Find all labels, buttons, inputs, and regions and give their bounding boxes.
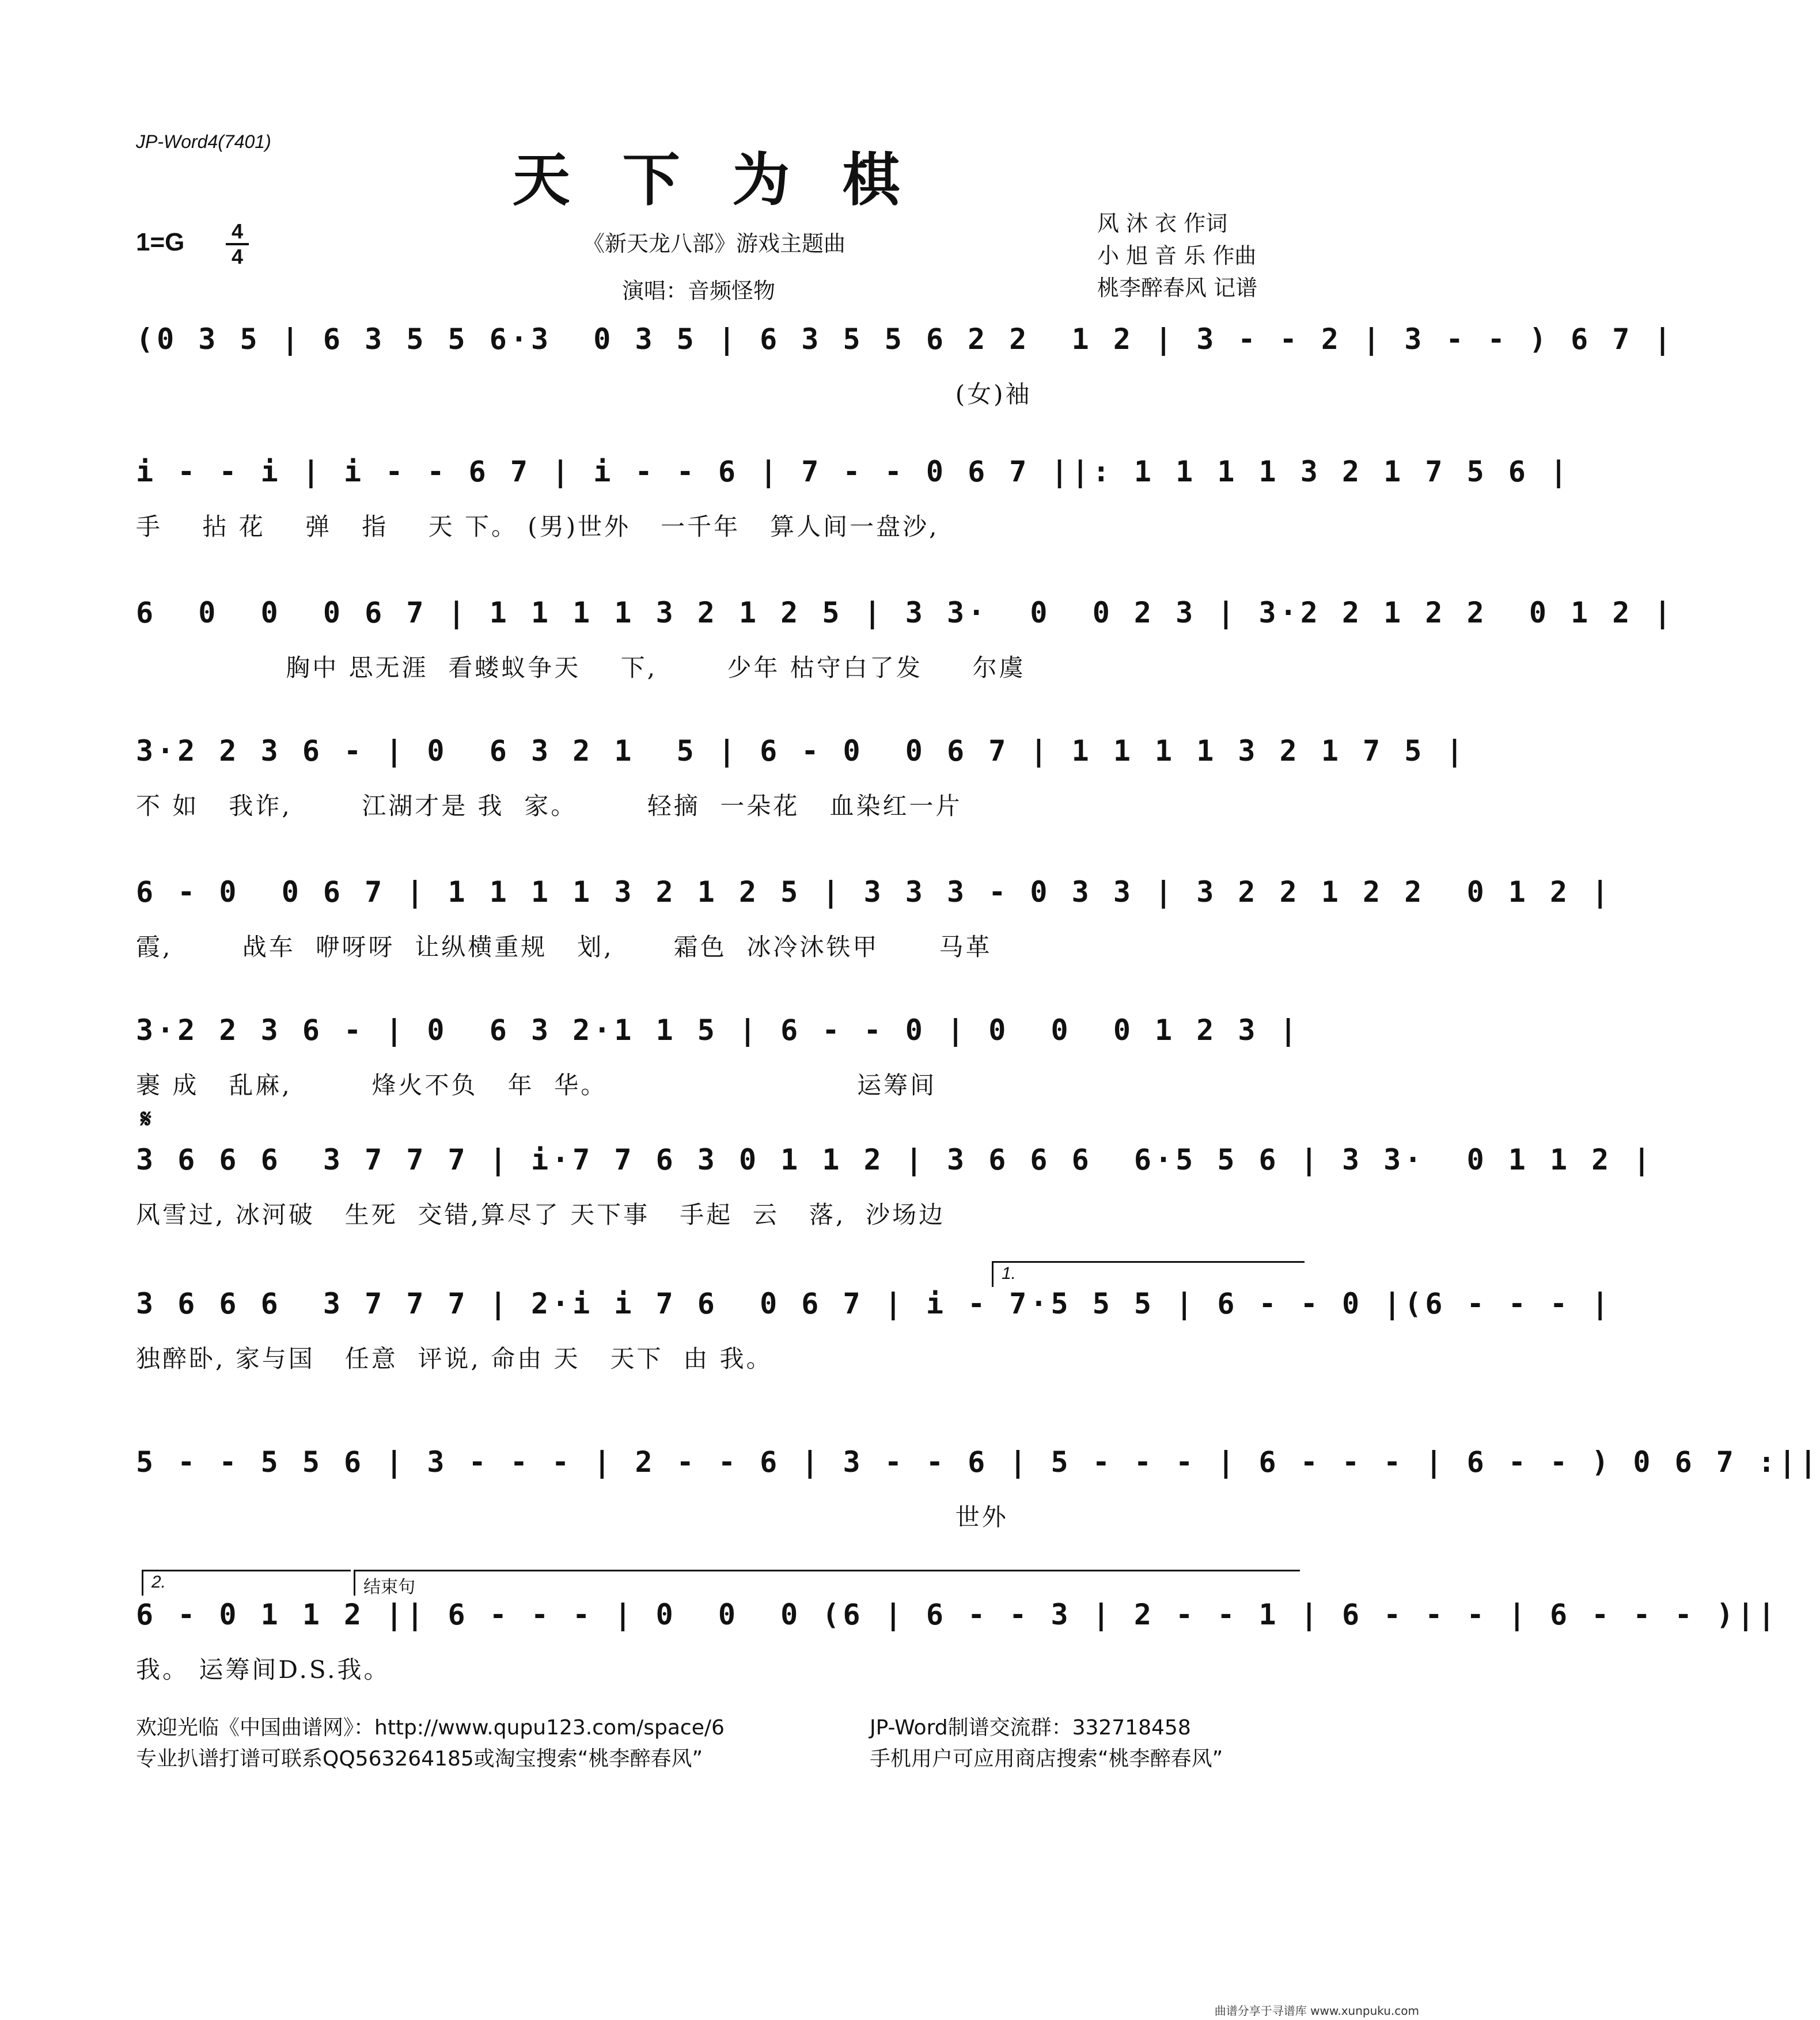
- lyrics-row: (女)袖: [136, 380, 1032, 408]
- footer-mobile: 手机用户可应用商店搜索“桃李醉春风”: [870, 1747, 1223, 1771]
- composer-credit: 小 旭 音 乐 作曲: [1097, 243, 1257, 268]
- lyrics-row: 世外: [136, 1503, 1008, 1531]
- ending-phrase-bracket: [354, 1570, 1300, 1596]
- notation-row: 6 0 0 0 6 7 | 1 1 1 1 3 2 1 2 5 | 3 3· 0 0 2 3 | 3·2 2 1 2 2 0 1 2 |: [136, 596, 1675, 629]
- footer-right: [870, 1713, 1223, 1775]
- singer-credit: 演唱：音频怪物: [622, 278, 776, 303]
- time-signature-top: 4: [231, 219, 244, 243]
- lyrics-row: 风雪过, 冰河破 生死 交错,算尽了 天下事 手起 云 落, 沙场边: [136, 1201, 946, 1229]
- lyrics-row: 手 拈 花 弹 指 天 下。 (男)世外 一千年 算人间一盘沙,: [136, 512, 939, 541]
- notation-row: 3·2 2 3 6 - | 0 6 3 2·1 1 5 | 6 - - 0 | 0 0 0 1 2 3 |: [136, 1013, 1300, 1047]
- notation-row: i - - i | i - - 6 7 | i - - 6 | 7 - - 0 6 7 ||: 1 1 1 1 3 2 1 7 5 6 |: [136, 455, 1571, 488]
- credits: [1097, 207, 1257, 304]
- software-label: JP-Word4(7401): [136, 131, 271, 152]
- footer-contact: 专业扒谱打谱可联系QQ563264185或淘宝搜索“桃李醉春风”: [136, 1747, 703, 1771]
- first-ending-bracket: [992, 1261, 1305, 1287]
- segno-sign: 𝄋: [141, 1104, 151, 1134]
- lyrics-row: 不 如 我诈, 江湖才是 我 家。 轻摘 一朵花 血染红一片: [136, 792, 962, 820]
- first-ending-label: 1.: [1002, 1264, 1017, 1283]
- notation-row: 5 - - 5 5 6 | 3 - - - | 2 - - 6 | 3 - - 6 | 5 - - - | 6 - - - | 6 - - ) 0 6 7 :||: [136, 1445, 1820, 1479]
- lyrics-row: 霞, 战车 咿呀呀 让纵横重规 划, 霜色 冰冷沐铁甲 马革: [136, 933, 992, 961]
- key-signature: 1=G: [136, 228, 185, 256]
- second-ending-label: 2.: [151, 1573, 166, 1592]
- footer-left: [136, 1713, 725, 1775]
- transcriber-credit: 桃李醉春风 记谱: [1097, 275, 1258, 301]
- notation-row: 3 6 6 6 3 7 7 7 | i·7 7 6 3 0 1 1 2 | 3 6 6 6 6·5 5 6 | 3 3· 0 1 1 2 |: [136, 1143, 1654, 1176]
- notation-row: 3 6 6 6 3 7 7 7 | 2·i i 7 6 0 6 7 | i - 7·5 5 5 | 6 - - 0 |(6 - - - |: [136, 1287, 1613, 1320]
- subtitle: 《新天龙八部》游戏主题曲: [582, 231, 845, 256]
- lyrics-row: 裹 成 乱麻, 烽火不负 年 华。 运筹间: [136, 1071, 937, 1099]
- notation-row: (0 3 5 | 6 3 5 5 6·3 0 3 5 | 6 3 5 5 6 2 2 1 2 | 3 - - 2 | 3 - - ) 6 7 |: [136, 322, 1675, 356]
- footer-group: JP-Word制谱交流群：332718458: [870, 1716, 1191, 1740]
- lyrics-row: 我。 运筹间D.S.我。: [136, 1656, 390, 1684]
- ending-phrase-label: 结束句: [363, 1577, 415, 1597]
- second-ending-bracket: [142, 1570, 351, 1596]
- notation-row: 3·2 2 3 6 - | 0 6 3 2 1 5 | 6 - 0 0 6 7 | 1 1 1 1 3 2 1 7 5 |: [136, 734, 1467, 768]
- footer-website: 欢迎光临《中国曲谱网》：http://www.qupu123.com/space/6: [136, 1716, 725, 1740]
- watermark: 曲谱分享于寻谱库 www.xunpuku.com: [1214, 2004, 1419, 2018]
- time-signature-bottom: 4: [231, 245, 244, 268]
- lyricist-credit: 风 沐 衣 作词: [1097, 211, 1228, 236]
- lyrics-row: 独醉卧, 家与国 任意 评说, 命由 天 天下 由 我。: [136, 1345, 773, 1373]
- lyrics-row: 胸中 思无涯 看蝼蚁争天 下, 少年 枯守白了发 尔虞: [136, 654, 1026, 682]
- notation-row: 6 - 0 1 1 2 || 6 - - - | 0 0 0 (6 | 6 - - 3 | 2 - - 1 | 6 - - - | 6 - - - )||: [136, 1598, 1779, 1631]
- song-title: 天 下 为 棋: [512, 146, 916, 214]
- notation-row: 6 - 0 0 6 7 | 1 1 1 1 3 2 1 2 5 | 3 3 3 - 0 3 3 | 3 2 2 1 2 2 0 1 2 |: [136, 875, 1613, 909]
